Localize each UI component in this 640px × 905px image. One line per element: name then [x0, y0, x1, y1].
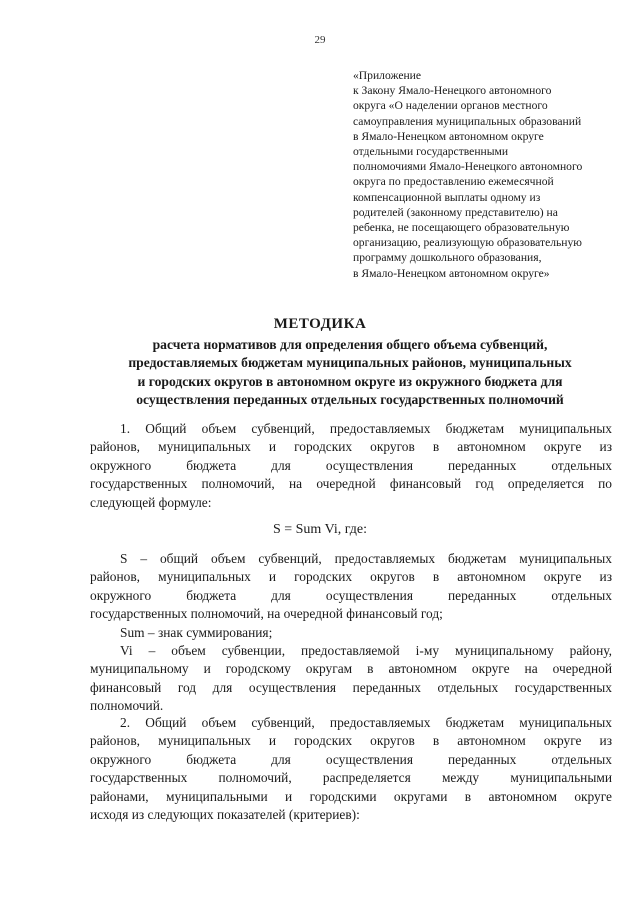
paragraph-line: 1. Общий объем субвенций, предоставляемых бюджетам муниципальных [120, 421, 612, 436]
paragraph-2 [90, 714, 612, 824]
appendix-line: к Закону Ямало-Ненецкого автономного [353, 84, 552, 98]
subtitle-line: расчета нормативов для определения общего объема субвенций, [152, 337, 548, 352]
paragraph-line: государственных полномочий, распределяется между муниципальными [90, 770, 612, 786]
subtitle-line: предоставляемых бюджетам муниципальных районов, муниципальных [128, 355, 572, 371]
appendix-line: округа по предоставлению ежемесячной [353, 175, 554, 189]
definition-line: Sum – знак суммирования; [120, 624, 273, 640]
appendix-line: отдельными государственными [353, 145, 509, 159]
definition-line: S – общий объем субвенций, предоставляемых бюджетам муниципальных [120, 551, 612, 566]
appendix-line: программу дошкольного образования, [353, 251, 542, 265]
definition-line: Vi – объем субвенции, предоставляемой i-му муниципальному району, [120, 642, 612, 658]
appendix-line: компенсационной выплаты одному из [353, 190, 541, 204]
appendix-line: ребенка, не посещающего образовательную [353, 221, 570, 235]
paragraph-line: окружного бюджета для осуществления переданных отдельных [90, 751, 612, 767]
paragraph-line: районов, муниципальных и городских округов в автономном округе из [90, 733, 612, 749]
definition-line: государственных полномочий, на очередной финансовый год; [90, 606, 443, 622]
paragraph-line: районов, муниципальных и городских округов в автономном округе из [90, 439, 612, 455]
formula: S = Sum Vi, где: [272, 522, 368, 537]
definition-line: районов, муниципальных и городских округов в автономном округе из [90, 569, 612, 585]
appendix-line: родителей (законному представителю) на [353, 205, 558, 219]
document-subtitle [90, 336, 610, 410]
appendix-line: самоуправления муниципальных образований [353, 114, 582, 128]
definition-line: муниципальному и городскому округам в автономном округе на очередной [90, 661, 612, 677]
document-title: МЕТОДИКА [273, 316, 367, 332]
definition-line: полномочий. [90, 698, 164, 714]
paragraph-1 [90, 420, 612, 512]
definitions [90, 550, 612, 716]
definition-line: финансовый год для осуществления переданных отдельных государственных [90, 679, 612, 695]
subtitle-line: и городских округов в автономном округе из окружного бюджета для [137, 373, 563, 389]
appendix-line: «Приложение [353, 69, 422, 82]
paragraph-line: окружного бюджета для осуществления переданных отдельных [90, 457, 612, 473]
appendix-line: организацию, реализующую образовательную [353, 236, 582, 250]
paragraph-line: 2. Общий объем субвенций, предоставляемых бюджетам муниципальных [120, 715, 612, 730]
paragraph-line: следующей формуле: [90, 494, 212, 510]
appendix-line: округа «О наделении органов местного [353, 99, 548, 113]
paragraph-line: государственных полномочий, на очередной финансовый год определяется по [90, 476, 612, 492]
appendix-line: в Ямало-Ненецком автономном округе» [353, 266, 550, 280]
appendix-line: в Ямало-Ненецком автономном округе [353, 129, 544, 143]
appendix-note [353, 68, 623, 281]
paragraph-line: исходя из следующих показателей (критериев): [90, 806, 360, 822]
paragraph-line: районами, муниципальными и городскими округами в автономном округе [90, 788, 612, 804]
subtitle-line: осуществления переданных отдельных государственных полномочий [136, 392, 564, 408]
definition-line: окружного бюджета для осуществления переданных отдельных [90, 587, 612, 603]
page-number: 29 [314, 34, 326, 46]
appendix-line: полномочиями Ямало-Ненецкого автономного [353, 160, 583, 174]
